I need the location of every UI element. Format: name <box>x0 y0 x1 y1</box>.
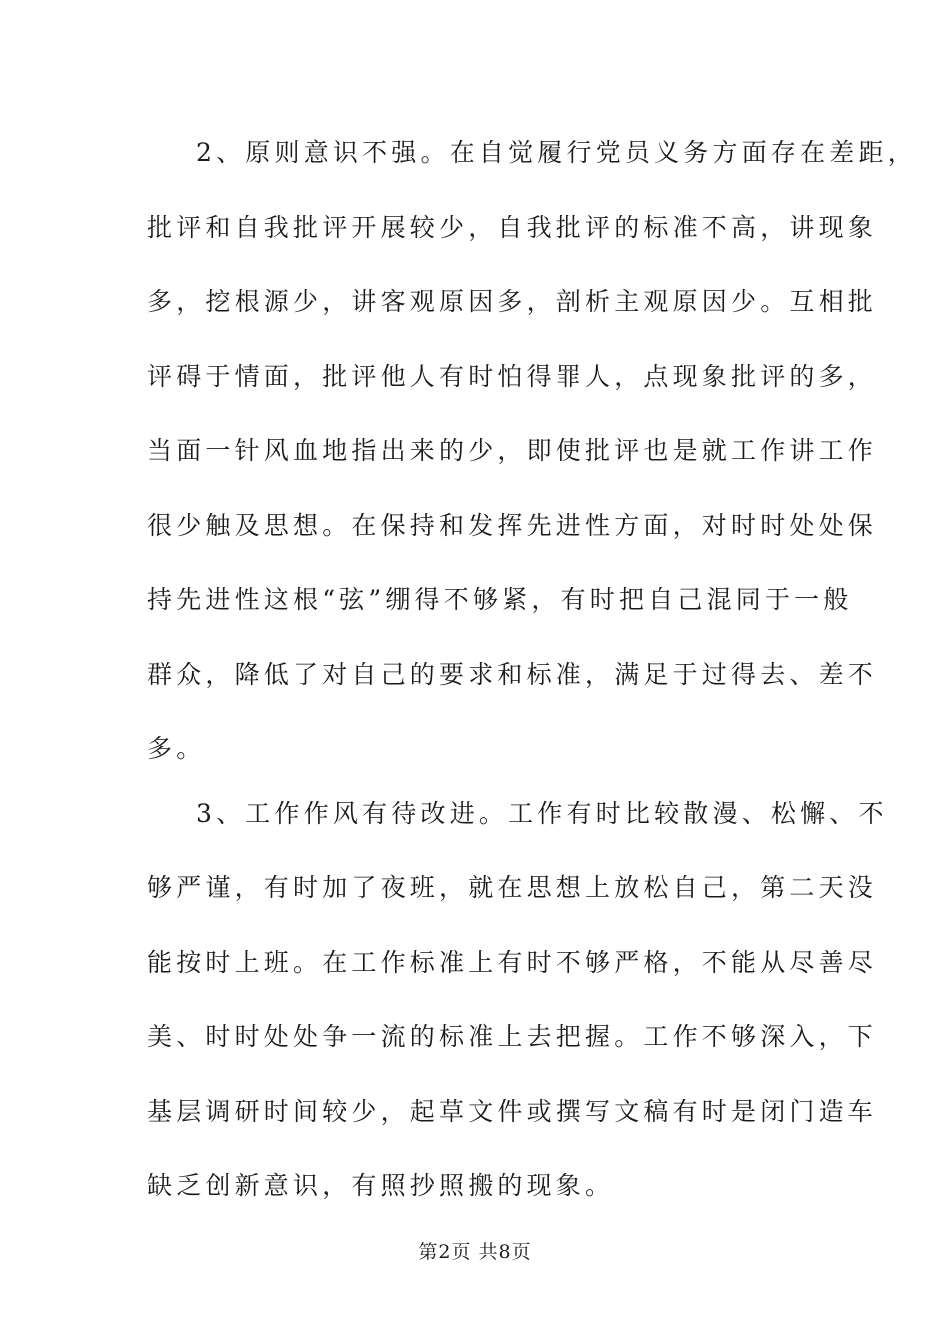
paragraph-2-line-3: 多，挖根源少，讲客观原因多，剖析主观原因少。互相批 <box>147 287 878 316</box>
paragraph-2-line-1: 2、原则意识不强。在自觉履行党员义务方面存在差距， <box>196 138 917 167</box>
paragraph-2-line-8: 群众，降低了对自己的要求和标准，满足于过得去、差不 <box>147 660 878 689</box>
page-number-footer: 第2页 共8页 <box>418 1241 532 1263</box>
paragraph-2-line-9: 多。 <box>147 734 206 763</box>
paragraph-3-line-5: 基层调研时间较少，起草文件或撰写文稿有时是闭门造车 <box>147 1097 878 1126</box>
paragraph-2-line-6: 很少触及思想。在保持和发挥先进性方面，对时时处处保 <box>147 511 878 540</box>
paragraph-2-line-5: 当面一针风血地指出来的少，即使批评也是就工作讲工作 <box>147 436 878 465</box>
paragraph-2-line-4: 评碍于情面，批评他人有时怕得罪人，点现象批评的多， <box>147 362 878 391</box>
paragraph-2-line-7: 持先进性这根“弦”绷得不够紧，有时把自己混同于一般 <box>147 585 853 614</box>
paragraph-3-line-2: 够严谨，有时加了夜班，就在思想上放松自己，第二天没 <box>147 873 878 902</box>
paragraph-3-line-4: 美、时时处处争一流的标准上去把握。工作不够深入，下 <box>147 1022 878 1051</box>
paragraph-2-line-2: 批评和自我批评开展较少，自我批评的标准不高，讲现象 <box>147 213 878 242</box>
paragraph-3-line-3: 能按时上班。在工作标准上有时不够严格，不能从尽善尽 <box>147 948 878 977</box>
paragraph-3-line-1: 3、工作作风有待改进。工作有时比较散漫、松懈、不 <box>196 799 888 828</box>
paragraph-3-line-6: 缺乏创新意识，有照抄照搬的现象。 <box>147 1171 615 1200</box>
